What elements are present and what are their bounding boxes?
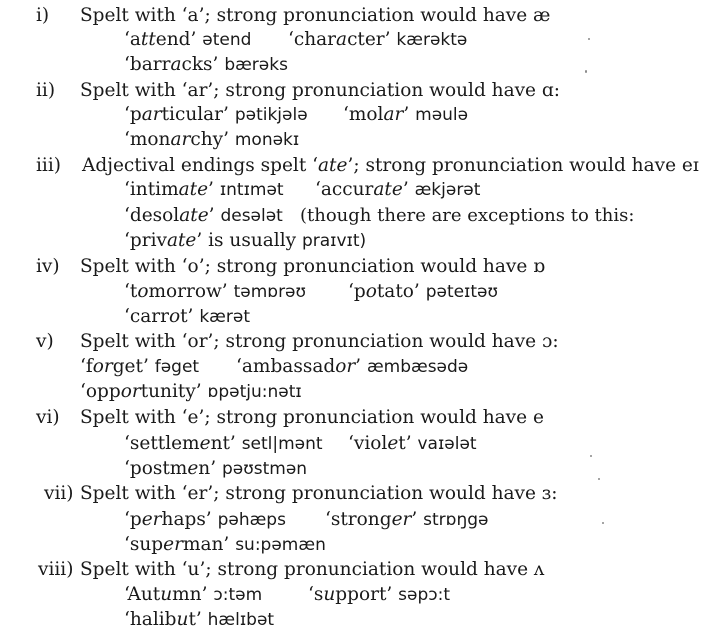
example-entry: ‘tomorrow’ təmɒrəʊ	[124, 281, 307, 302]
section-number: viii)	[38, 559, 74, 580]
section-heading: Spelt with ‘u’; strong pronunciation would have ʌ	[80, 559, 545, 580]
scan-speck	[590, 455, 592, 457]
example-entry: ‘private’ is usually praɪvɪt)	[124, 230, 367, 251]
example-entry: ‘accurate’ ækjərət	[315, 179, 481, 200]
example-entry: ‘forget’ fəget	[80, 356, 200, 377]
example-entry: ‘stronger’ strɒŋgə	[325, 509, 489, 530]
exception-note: (though there are exceptions to this:	[300, 205, 635, 226]
example-entry: ‘postmen’ pəʊstmən	[124, 458, 308, 479]
example-entry: ‘particular’ pətikjələ	[124, 104, 308, 125]
example-entry: ‘Autumn’ ɔ:təm	[124, 584, 263, 605]
section-heading: Spelt with ‘o’; strong pronunciation would have ɒ	[80, 256, 545, 277]
example-entry: ‘attend’ ətend	[124, 29, 252, 50]
example-entry: ‘perhaps’ pəhæps	[124, 509, 286, 530]
section-heading: Spelt with ‘a’; strong pronunciation would have æ	[80, 5, 551, 26]
example-entry: ‘support’ səpɔ:t	[308, 584, 451, 605]
example-entry: ‘character’ kærəktə	[288, 29, 468, 50]
scan-speck	[588, 38, 590, 40]
section-heading: Spelt with ‘or’; strong pronunciation would have ɔ:	[80, 331, 559, 352]
example-entry: ‘molar’ məulə	[343, 104, 469, 125]
example-entry: ‘halibut’ hælɪbət	[124, 609, 275, 630]
example-entry: ‘barracks’ bærəks	[124, 54, 288, 75]
example-entry: ‘settlement’ setl|mənt	[124, 433, 323, 454]
example-entry: ‘violet’ vaɪələt	[348, 433, 477, 454]
section-heading: Spelt with ‘er’; strong pronunciation would have ɜ:	[80, 483, 558, 504]
example-entry: ‘monarchy’ monəkɪ	[124, 129, 300, 150]
section-number: iii)	[36, 155, 61, 176]
section-heading: Spelt with ‘e’; strong pronunciation would have e	[80, 407, 544, 428]
scan-speck	[598, 478, 600, 480]
example-entry: ‘potato’ pəteɪtəʊ	[348, 281, 499, 302]
section-number: ii)	[36, 80, 56, 101]
example-entry: ‘carrot’ kærət	[124, 306, 250, 327]
section-heading: Spelt with ‘ar’; strong pronunciation would have ɑ:	[80, 80, 560, 101]
example-entry: ‘opportunity’ ɒpətju:nətɪ	[80, 381, 302, 402]
section-heading: Adjectival endings spelt ‘ate’; strong pronunciation would have eɪ	[82, 155, 699, 176]
example-entry: ‘desolate’ desələt	[124, 205, 283, 226]
section-number: vii)	[44, 483, 74, 504]
section-number: iv)	[36, 256, 60, 277]
scan-speck	[585, 70, 587, 73]
section-number: v)	[36, 331, 54, 352]
example-entry: ‘intimate’ ɪntɪmət	[124, 179, 284, 200]
section-number: vi)	[36, 407, 60, 428]
example-entry: ‘ambassador’ æmbæsədə	[236, 356, 469, 377]
section-number: i)	[36, 5, 50, 26]
scan-speck	[602, 522, 604, 524]
example-entry: ‘superman’ su:pəmæn	[124, 534, 326, 555]
